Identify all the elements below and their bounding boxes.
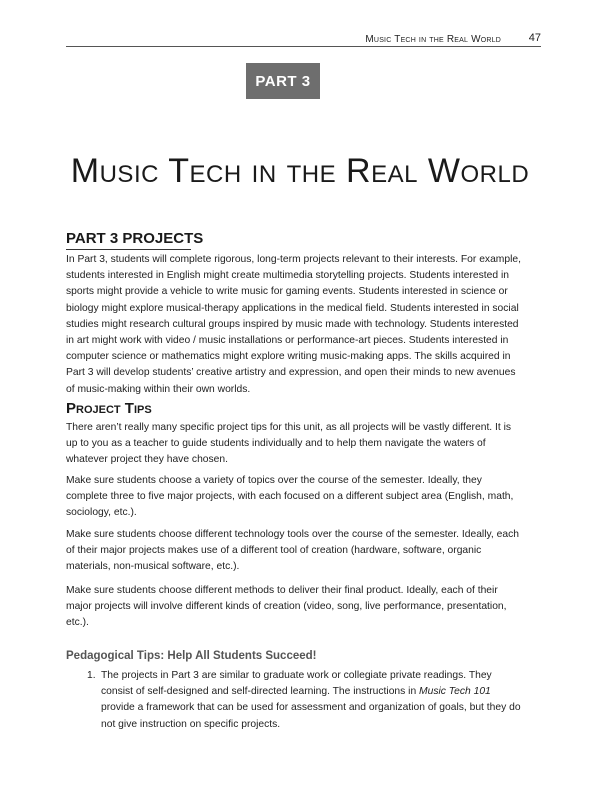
list-item bbox=[66, 668, 526, 733]
list-item-number: 1. bbox=[87, 670, 96, 681]
project-tips-heading: Project Tips bbox=[66, 400, 152, 417]
project-tips-paragraph-1: There aren’t really many specific project tips for this unit, as all projects will be vastly different. It is up to you as a teacher to guide students individually and to help them navigate the waters of whatever project they have chosen. bbox=[66, 422, 512, 466]
book-title-emphasis: Music Tech 101 bbox=[419, 686, 491, 698]
project-tips-paragraph-4: Make sure students choose different methods to deliver their final product. Ideally, each of their major projects will involve different kinds of creation (video, song, live performance, presentation, etc.). bbox=[66, 585, 507, 629]
list-item-text-continued: provide a framework that can be used for assessment and organization of goals, but they do not give instruction on specific projects. bbox=[101, 702, 521, 730]
pedagogical-tips-list bbox=[66, 668, 526, 733]
part3-projects-body: In Part 3, students will complete rigorous, long-term projects relevant to their interests. For example, students interested in English might create multimedia storytelling projects. Students interested in sports might provide a vehicle to write music for gaming events. Students interested in science or biology might explore musical-therapy applications in the medical field. Students interested in social studies might research cultural groups inspired by music made with technology. Students interested in art might work with video / music installations or performance-art pieces. Students interested in computer science or mathematics might explore writing music-making apps. The skills acquired in Part 3 will develop students’ creative artistry and expression, and open their minds to new avenues of music-making within their own worlds. bbox=[66, 254, 521, 395]
chapter-title: Music Tech in the Real World bbox=[70, 152, 530, 190]
project-tips-paragraph-2: Make sure students choose a variety of topics over the course of the semester. Ideally, they complete three to five major projects, with each focused on a different subject area (English, math, sociology, etc.). bbox=[66, 475, 514, 519]
part-badge: PART 3 bbox=[246, 63, 320, 99]
project-tips-paragraph-3: Make sure students choose different technology tools over the course of the semester. Ideally, each of their major projects makes use of a different tool of creation (hardware, software, organic materials, non-musical software, etc.). bbox=[66, 529, 519, 573]
pedagogical-tips-heading: Pedagogical Tips: Help All Students Succeed! bbox=[66, 650, 317, 662]
part3-projects-heading: PART 3 PROJECTS bbox=[66, 230, 191, 250]
running-title: Music Tech in the Real World bbox=[365, 34, 501, 45]
list-item-text: The projects in Part 3 are similar to graduate work or collegiate private readings. They consist of self-designed and self-directed learning. The instructions in bbox=[101, 670, 492, 698]
running-header bbox=[66, 30, 541, 47]
page-number: 47 bbox=[528, 32, 541, 44]
